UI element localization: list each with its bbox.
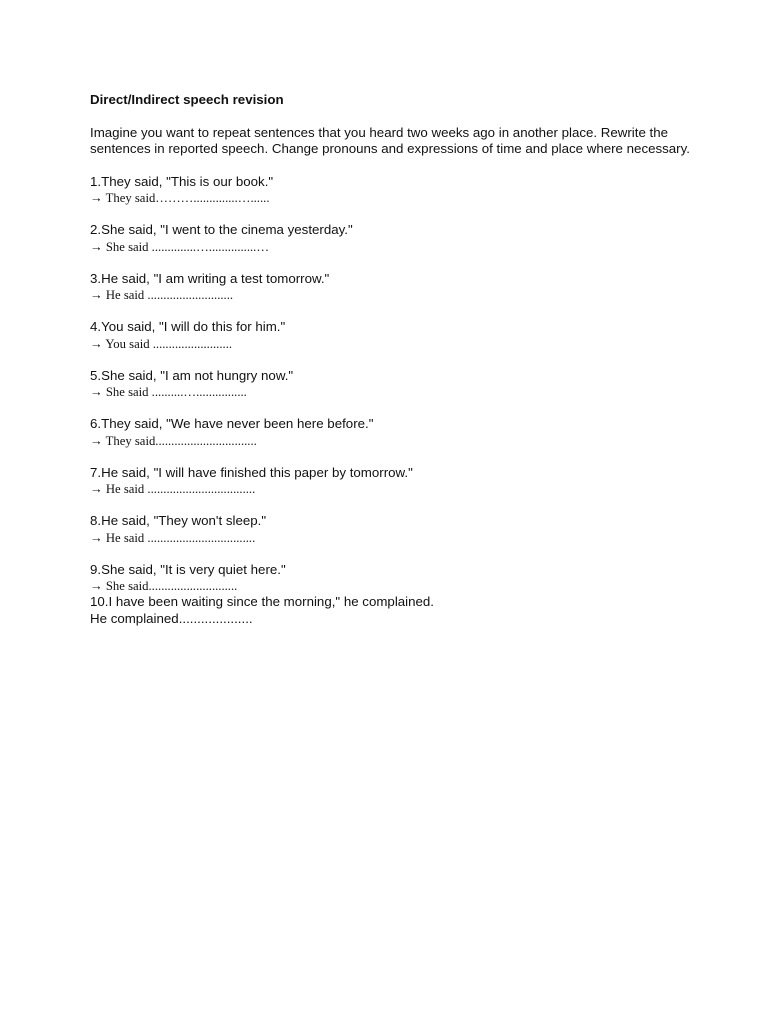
exercise-item [90, 271, 690, 304]
exercise-prompt: 5.She said, "I am not hungry now." [90, 367, 294, 383]
exercise-item [90, 594, 690, 627]
exercise-item [90, 416, 690, 449]
exercise-answer-line: → She said............................ [90, 579, 238, 593]
exercise-item [90, 319, 690, 352]
exercise-answer-line: → They said………..............…...... [90, 191, 270, 205]
exercise-answer-line: → You said ......................... [90, 336, 233, 351]
exercise-prompt: 1.They said, "This is our book." [90, 173, 274, 189]
exercise-item [90, 513, 690, 546]
exercise-answer-line: He complained.................... [90, 610, 253, 626]
exercise-answer-line: → She said ..............…...............… [90, 239, 270, 254]
exercise-prompt: 7.He said, "I will have finished this paper by tomorrow." [90, 464, 413, 480]
exercise-prompt: 8.He said, "They won't sleep." [90, 513, 267, 528]
exercise-prompt: 6.They said, "We have never been here before." [90, 416, 374, 431]
exercise-answer-line: → He said .................................. [90, 530, 256, 545]
exercise-answer-line: → He said .................................. [90, 482, 256, 496]
exercise-prompt: 4.You said, "I will do this for him." [90, 319, 286, 334]
worksheet-title: Direct/Indirect speech revision [90, 92, 284, 107]
exercise-prompt: 2.She said, "I went to the cinema yesterday." [90, 222, 353, 237]
exercise-answer-line: → She said ..........…................ [90, 385, 247, 399]
exercise-prompt: 9.She said, "It is very quiet here." [90, 561, 286, 577]
exercise-answer-line: → They said................................ [90, 433, 257, 448]
exercise-prompt: 3.He said, "I am writing a test tomorrow." [90, 270, 330, 286]
exercise-item [90, 368, 690, 401]
exercise-item [90, 174, 690, 207]
exercise-item [90, 465, 690, 498]
exercise-item [90, 562, 690, 595]
exercise-answer-line: → He said ........................... [90, 288, 234, 302]
worksheet-instructions: Imagine you want to repeat sentences that you heard two weeks ago in another place. Rewrite the sentences in reported speech. Change pronouns and expressions of time and place where necessary. [90, 124, 690, 156]
exercise-prompt: 10.I have been waiting since the morning," he complained. [90, 594, 435, 609]
worksheet-page [90, 92, 690, 643]
exercise-item [90, 222, 690, 255]
